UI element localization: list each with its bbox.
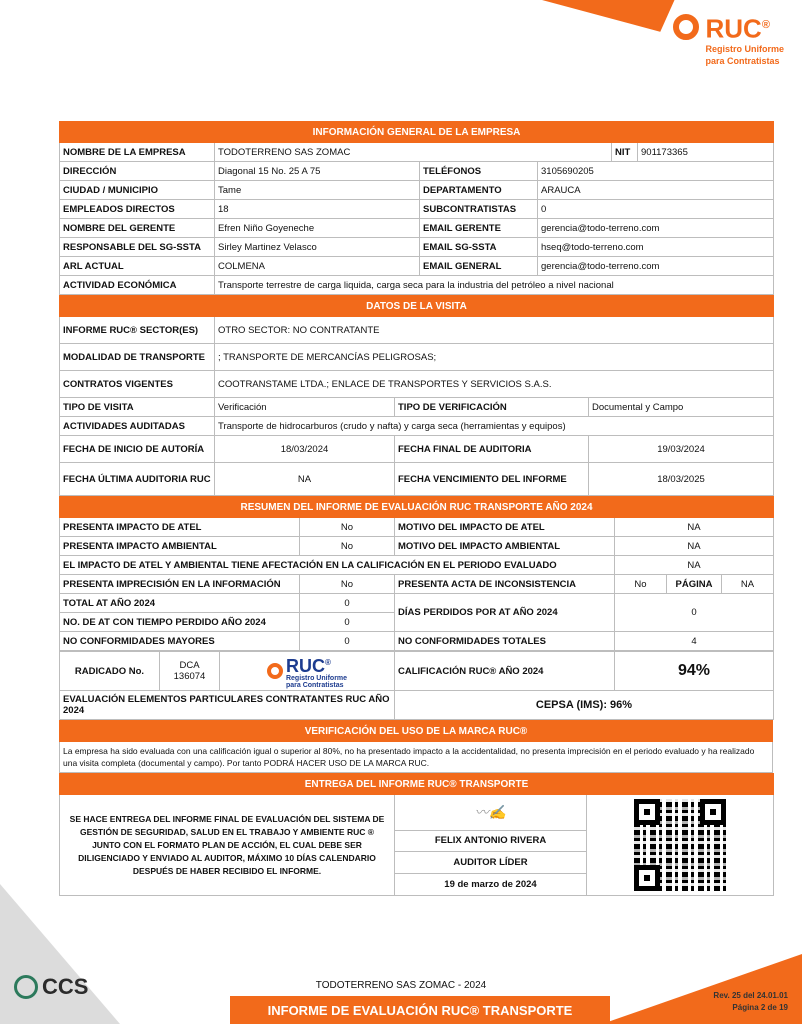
radicado-table — [59, 651, 774, 720]
label-vencimiento: FECHA VENCIMIENTO DEL INFORME — [395, 463, 589, 496]
value-informe-sector: OTRO SECTOR: NO CONTRATANTE — [215, 317, 774, 344]
value-at-tiempo: 0 — [300, 613, 395, 632]
label-subcontratistas: SUBCONTRATISTAS — [420, 200, 538, 219]
label-nc-mayores: NO CONFORMIDADES MAYORES — [60, 632, 300, 651]
ruc-subtitle-2: para Contratistas — [705, 55, 780, 66]
ruc-ring-icon — [673, 14, 699, 40]
value-motivo-atel: NA — [615, 518, 774, 537]
label-imprecision: PRESENTA IMPRECISIÓN EN LA INFORMACIÓN — [60, 575, 300, 594]
value-email-general: gerencia@todo-terreno.com — [538, 257, 774, 276]
label-gerente: NOMBRE DEL GERENTE — [60, 219, 215, 238]
value-impacto-ambiental: No — [300, 537, 395, 556]
ruc-mini-logo: RUC® Registro Uniforme para Contratistas — [220, 652, 395, 691]
label-dias-perdidos: DÍAS PERDIDOS POR AT AÑO 2024 — [395, 594, 615, 632]
evaluation-form — [59, 121, 773, 896]
value-arl: COLMENA — [215, 257, 420, 276]
label-direccion: DIRECCIÓN — [60, 162, 215, 181]
label-evaluacion-particulares: EVALUACIÓN ELEMENTOS PARTICULARES CONTRATANTES RUC AÑO 2024 — [60, 691, 395, 720]
marca-table — [59, 720, 773, 773]
value-pagina: NA — [722, 575, 774, 594]
label-afectacion: EL IMPACTO DE ATEL Y AMBIENTAL TIENE AFECTACIÓN EN LA CALIFICACIÓN EN EL PERIODO EVALUADO — [60, 556, 615, 575]
value-evaluacion-particulares: CEPSA (IMS): 96% — [395, 691, 774, 720]
section-header-resumen: RESUMEN DEL INFORME DE EVALUACIÓN RUC TRANSPORTE AÑO 2024 — [60, 497, 774, 518]
ruc-subtitle-1: Registro Uniforme — [705, 43, 784, 54]
page-number: Página 2 de 19 — [732, 1003, 788, 1012]
section-header-entrega: ENTREGA DEL INFORME RUC® TRANSPORTE — [60, 774, 774, 795]
footer-title: INFORME DE EVALUACIÓN RUC® TRANSPORTE — [230, 996, 610, 1024]
label-radicado: RADICADO No. — [60, 652, 160, 691]
value-fecha-final: 19/03/2024 — [589, 436, 774, 463]
label-empresa: NOMBRE DE LA EMPRESA — [60, 143, 215, 162]
label-impacto-atel: PRESENTA IMPACTO DE ATEL — [60, 518, 300, 537]
revision-info — [713, 990, 788, 1014]
ruc-mini-sub1: Registro Uniforme — [285, 674, 348, 682]
footer-company: TODOTERRENO SAS ZOMAC - 2024 — [315, 980, 487, 991]
value-calificacion: 94% — [615, 652, 774, 691]
label-contratos: CONTRATOS VIGENTES — [60, 371, 215, 398]
value-telefonos: 3105690205 — [538, 162, 774, 181]
value-empresa: TODOTERRENO SAS ZOMAC — [215, 143, 612, 162]
summary-table — [59, 496, 774, 651]
label-email-gerente: EMAIL GERENTE — [420, 219, 538, 238]
value-tipo-verificacion: Documental y Campo — [589, 398, 774, 417]
label-tipo-visita: TIPO DE VISITA — [60, 398, 215, 417]
label-nit: NIT — [612, 143, 638, 162]
value-impacto-atel: No — [300, 518, 395, 537]
ccs-word: CCS — [42, 974, 89, 999]
value-nc-totales: 4 — [615, 632, 774, 651]
value-subcontratistas: 0 — [538, 200, 774, 219]
value-email-sgssta: hseq@todo-terreno.com — [538, 238, 774, 257]
label-nc-totales: NO CONFORMIDADES TOTALES — [395, 632, 615, 651]
auditor-name: FELIX ANTONIO RIVERA — [395, 830, 587, 852]
value-ultima-auditoria: NA — [215, 463, 395, 496]
label-acta: PRESENTA ACTA DE INCONSISTENCIA — [395, 575, 615, 594]
label-motivo-atel: MOTIVO DEL IMPACTO DE ATEL — [395, 518, 615, 537]
auditor-role: AUDITOR LÍDER — [395, 852, 587, 874]
label-ultima-auditoria: FECHA ÚLTIMA AUDITORIA RUC — [60, 463, 215, 496]
label-responsable: RESPONSABLE DEL SG-SSTA — [60, 238, 215, 257]
entrega-date: 19 de marzo de 2024 — [395, 874, 587, 896]
label-tipo-verificacion: TIPO DE VERIFICACIÓN — [395, 398, 589, 417]
label-total-at: TOTAL AT AÑO 2024 — [60, 594, 300, 613]
value-contratos: COOTRANSTAME LTDA.; ENLACE DE TRANSPORTES Y SERVICIOS S.A.S. — [215, 371, 774, 398]
value-responsable: Sirley Martinez Velasco — [215, 238, 420, 257]
label-calificacion: CALIFICACIÓN RUC® AÑO 2024 — [395, 652, 615, 691]
value-nc-mayores: 0 — [300, 632, 395, 651]
value-dias-perdidos: 0 — [615, 594, 774, 632]
value-fecha-inicio: 18/03/2024 — [215, 436, 395, 463]
label-impacto-ambiental: PRESENTA IMPACTO AMBIENTAL — [60, 537, 300, 556]
section-header-marca: VERIFICACIÓN DEL USO DE LA MARCA RUC® — [60, 721, 773, 742]
label-departamento: DEPARTAMENTO — [420, 181, 538, 200]
label-informe-sector: INFORME RUC® SECTOR(ES) — [60, 317, 215, 344]
label-actividad: ACTIVIDAD ECONÓMICA — [60, 276, 215, 295]
value-afectacion: NA — [615, 556, 774, 575]
section-header-general: INFORMACIÓN GENERAL DE LA EMPRESA — [60, 122, 774, 143]
visit-table — [59, 295, 774, 496]
value-imprecision: No — [300, 575, 395, 594]
label-arl: ARL ACTUAL — [60, 257, 215, 276]
label-at-tiempo: NO. DE AT CON TIEMPO PERDIDO AÑO 2024 — [60, 613, 300, 632]
ruc-mini-word: RUC — [285, 655, 325, 676]
label-telefonos: TELÉFONOS — [420, 162, 538, 181]
value-actividades: Transporte de hidrocarburos (crudo y nafta) y carga seca (herramientas y equipos) — [215, 417, 774, 436]
value-departamento: ARAUCA — [538, 181, 774, 200]
ruc-word: RUC — [705, 13, 762, 44]
label-modalidad: MODALIDAD DE TRANSPORTE — [60, 344, 215, 371]
value-tipo-visita: Verificación — [215, 398, 395, 417]
qr-code — [587, 795, 774, 896]
signature: 〰✍ — [395, 795, 587, 831]
section-header-visita: DATOS DE LA VISITA — [60, 296, 774, 317]
label-empleados: EMPLEADOS DIRECTOS — [60, 200, 215, 219]
entrega-table — [59, 773, 774, 896]
value-vencimiento: 18/03/2025 — [589, 463, 774, 496]
entrega-text: SE HACE ENTREGA DEL INFORME FINAL DE EVALUACIÓN DEL SISTEMA DE GESTIÓN DE SEGURIDAD, SALUD EN EL TRABAJO Y AMBIENTE RUC ® JUNTO CON EL FORMATO PLAN DE ACCIÓN, EL CUAL DEBE SER DILIGENCIADO Y ENVIADO AL AUDITOR, MÁXIMO 10 DÍAS CALENDARIO DESPUÉS DE HABER RECIBIDO EL INFORME. — [60, 795, 395, 896]
value-gerente: Efren Niño Goyeneche — [215, 219, 420, 238]
ruc-logo: RUC® Registro Uniforme para Contratistas — [673, 12, 784, 66]
marca-text: La empresa ha sido evaluada con una calificación igual o superior al 80%, no ha presentado impacto a la accidentalidad, no presenta imprecisión en el periodo evaluado y ha realizado una visita completa (documental y campo). Por tanto PODRÁ HACER USO DE LA MARCA RUC. — [60, 742, 773, 773]
corner-decoration-bottom-left — [0, 884, 120, 1024]
value-radicado-prefix: DCA — [179, 660, 200, 671]
value-nit: 901173365 — [638, 143, 774, 162]
value-acta: No — [615, 575, 667, 594]
label-motivo-ambiental: MOTIVO DEL IMPACTO AMBIENTAL — [395, 537, 615, 556]
value-actividad: Transporte terrestre de carga liquida, carga seca para la industria del petróleo a nivel nacional — [215, 276, 774, 295]
label-actividades: ACTIVIDADES AUDITADAS — [60, 417, 215, 436]
value-email-gerente: gerencia@todo-terreno.com — [538, 219, 774, 238]
value-ciudad: Tame — [215, 181, 420, 200]
ruc-mini-ring-icon — [267, 663, 283, 679]
label-fecha-inicio: FECHA DE INICIO DE AUTORÍA — [60, 436, 215, 463]
qr-code-image — [634, 799, 726, 891]
label-fecha-final: FECHA FINAL DE AUDITORIA — [395, 436, 589, 463]
value-motivo-ambiental: NA — [615, 537, 774, 556]
label-email-general: EMAIL GENERAL — [420, 257, 538, 276]
label-email-sgssta: EMAIL SG-SSTA — [420, 238, 538, 257]
value-radicado — [160, 652, 220, 691]
revision-text: Rev. 25 del 24.01.01 — [713, 991, 788, 1000]
general-table — [59, 121, 774, 295]
value-total-at: 0 — [300, 594, 395, 613]
value-empleados: 18 — [215, 200, 420, 219]
ruc-mini-sub2: para Contratistas — [285, 681, 344, 689]
label-ciudad: CIUDAD / MUNICIPIO — [60, 181, 215, 200]
value-radicado-number: 136074 — [173, 671, 206, 682]
value-modalidad: ; TRANSPORTE DE MERCANCÍAS PELIGROSAS; — [215, 344, 774, 371]
value-direccion: Diagonal 15 No. 25 A 75 — [215, 162, 420, 181]
label-pagina: PÁGINA — [667, 575, 722, 594]
